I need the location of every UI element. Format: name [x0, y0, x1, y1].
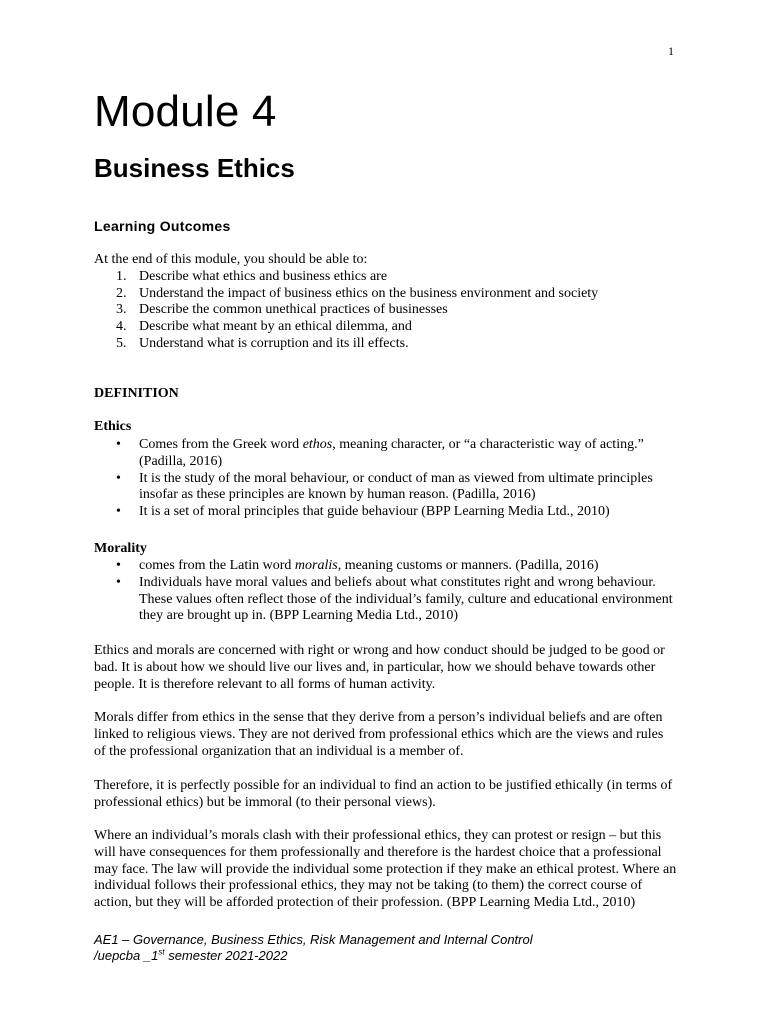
ethics-bullets	[94, 437, 678, 521]
list-item-text: Describe what meant by an ethical dilemma, and	[139, 319, 412, 335]
bullet-icon: •	[116, 558, 121, 573]
morality-list	[94, 558, 678, 625]
list-item	[94, 437, 678, 471]
footer-semester-pre: /uepcba _1	[94, 948, 159, 963]
list-number: 4.	[116, 319, 127, 335]
list-item-text: Understand what is corruption and its ill effects.	[139, 335, 409, 351]
paragraph-2: Morals differ from ethics in the sense that they derive from a person’s individual beliefs and are often linked to religious views. They are not derived from professional ethics which are the views and rules of the professional organization that an individual is a member of.	[94, 710, 664, 759]
morality-b1-italic: moralis	[294, 558, 338, 573]
morality-heading: Morality	[94, 541, 147, 556]
list-item	[94, 302, 678, 319]
list-item	[94, 336, 678, 353]
paragraph-4: Where an individual’s morals clash with their professional ethics, they can protest or resign – but this will have consequences for them professionally and therefore is the hardest choice that a professional may face. The law will provide the individual some protection if they make an ethical protest. Where an individual follows their professional ethics, they may not be taking (to them) the correct course of action, but they will be afforded protection of their profession. (BPP Learning Media Ltd., 2010)	[94, 828, 677, 911]
paragraph-1: Ethics and morals are concerned with right or wrong and how conduct should be judged to be good or bad. It is about how we should live our lives and, in particular, how we should behave towards other people. It is therefore relevant to all forms of human activity.	[94, 643, 665, 692]
bullet-icon: •	[116, 437, 121, 452]
paragraph-3: Therefore, it is perfectly possible for an individual to find an action to be justified ethically (in terms of professional ethics) but be immoral (to their personal views).	[94, 778, 673, 810]
footer-semester-sup: st	[158, 947, 165, 957]
list-item-text: Describe the common unethical practices of businesses	[139, 302, 448, 318]
list-number: 5.	[116, 335, 127, 351]
list-item-text: Describe what ethics and business ethics are	[139, 268, 388, 284]
ethics-list	[94, 437, 678, 521]
module-subtitle: Business Ethics	[94, 153, 295, 183]
ethics-b2: It is the study of the moral behaviour, or conduct of man as viewed from ultimate principles insofar as these principles are known by human reason. (Padilla, 2016)	[139, 470, 653, 503]
list-item	[94, 269, 678, 286]
footer-semester	[94, 948, 533, 964]
morality-b1-post: , meaning customs or manners. (Padilla, 2016)	[337, 558, 599, 573]
footer-semester-post: semester 2021-2022	[164, 948, 288, 963]
bullet-icon: •	[116, 574, 121, 590]
list-item-text: Understand the impact of business ethics on the business environment and society	[139, 285, 599, 301]
page-number: 1	[668, 44, 674, 58]
list-item	[94, 471, 678, 505]
morality-b2: Individuals have moral values and beliefs about what constitutes right and wrong behaviour. These values often reflect those of the individual’s family, culture and educational environment they are brought up in. (BPP Learning Media Ltd., 2010)	[139, 574, 673, 624]
learning-outcomes-list	[94, 269, 678, 353]
list-number: 3.	[116, 302, 127, 318]
bullet-icon: •	[116, 504, 121, 520]
ethics-b1-post: , meaning character, or “a characteristic way of acting.” (Padilla, 2016)	[139, 437, 644, 469]
list-item	[94, 504, 678, 521]
list-item	[94, 286, 678, 303]
ethics-b1-italic: ethos	[302, 437, 333, 452]
learning-outcomes-section	[94, 252, 678, 353]
ethics-b3: It is a set of moral principles that guide behaviour (BPP Learning Media Ltd., 2010)	[139, 504, 610, 520]
ethics-heading: Ethics	[94, 419, 132, 434]
list-item	[94, 575, 678, 625]
footer-course-title: AE1 – Governance, Business Ethics, Risk Management and Internal Control	[94, 932, 533, 947]
definition-heading: DEFINITION	[94, 386, 179, 401]
module-title: Module 4	[94, 87, 277, 136]
list-number: 1.	[116, 268, 127, 284]
ethics-b1-pre: Comes from the Greek word	[139, 437, 303, 452]
morality-b1-pre: comes from the Latin word	[139, 558, 295, 573]
list-number: 2.	[116, 285, 127, 301]
learning-outcomes-intro: At the end of this module, you should be able to:	[94, 252, 368, 267]
list-item	[94, 558, 678, 575]
bullet-icon: •	[116, 470, 121, 486]
learning-outcomes-heading: Learning Outcomes	[94, 218, 231, 234]
page-footer	[94, 932, 533, 964]
morality-bullets	[94, 558, 678, 625]
list-item	[94, 319, 678, 336]
